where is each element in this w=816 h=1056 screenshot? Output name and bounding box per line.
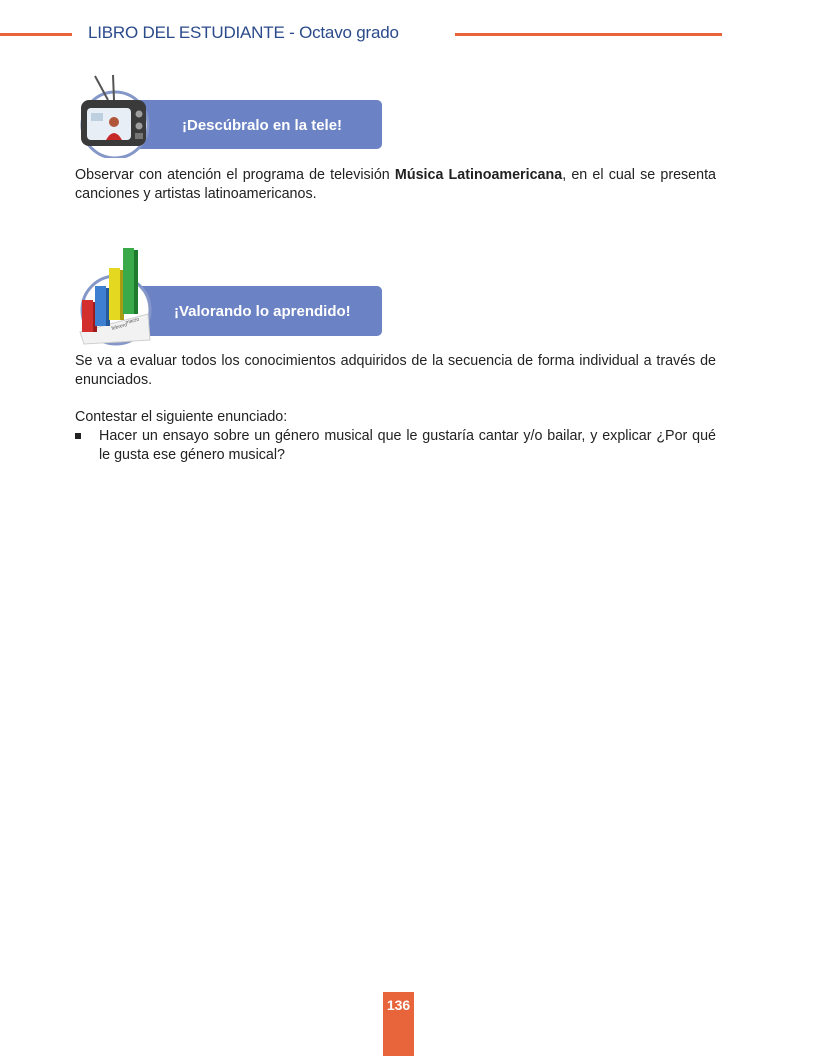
banner-label: ¡Descúbralo en la tele! [182,117,343,134]
header-rule-left [0,33,72,36]
svg-text:marzo: marzo [124,316,140,326]
banner-valorando [78,244,383,346]
page-header-title: LIBRO DEL ESTUDIANTE - Octavo grado [88,23,399,42]
paragraph-observar: Observar con atención el programa de televisión Música Latinoamericana, en el cual se presenta canciones y artistas latinoamericanos. [75,167,717,202]
television-icon [81,75,148,158]
banner-label: ¡Valorando lo aprendido! [174,303,351,320]
svg-text:febrero: febrero [110,322,128,332]
list-item [75,427,716,465]
paragraph-evaluar: Se va a evaluar todos los conocimientos adquiridos de la secuencia de forma individual a través de enunciados. [75,353,716,388]
square-bullet-icon [75,433,81,439]
page-number: 136 [386,997,411,1013]
bar-chart-icon [80,248,150,344]
banner-descubralo [78,74,383,158]
list-item-text: Hacer un ensayo sobre un género musical que le gustaría cantar y/o bailar, y explicar ¿Por qué le gusta ese género musical? [99,428,716,463]
page-number-tab [383,992,414,1056]
instruction-text: Contestar el siguiente enunciado: [75,409,288,425]
header-rule-right [455,33,722,36]
